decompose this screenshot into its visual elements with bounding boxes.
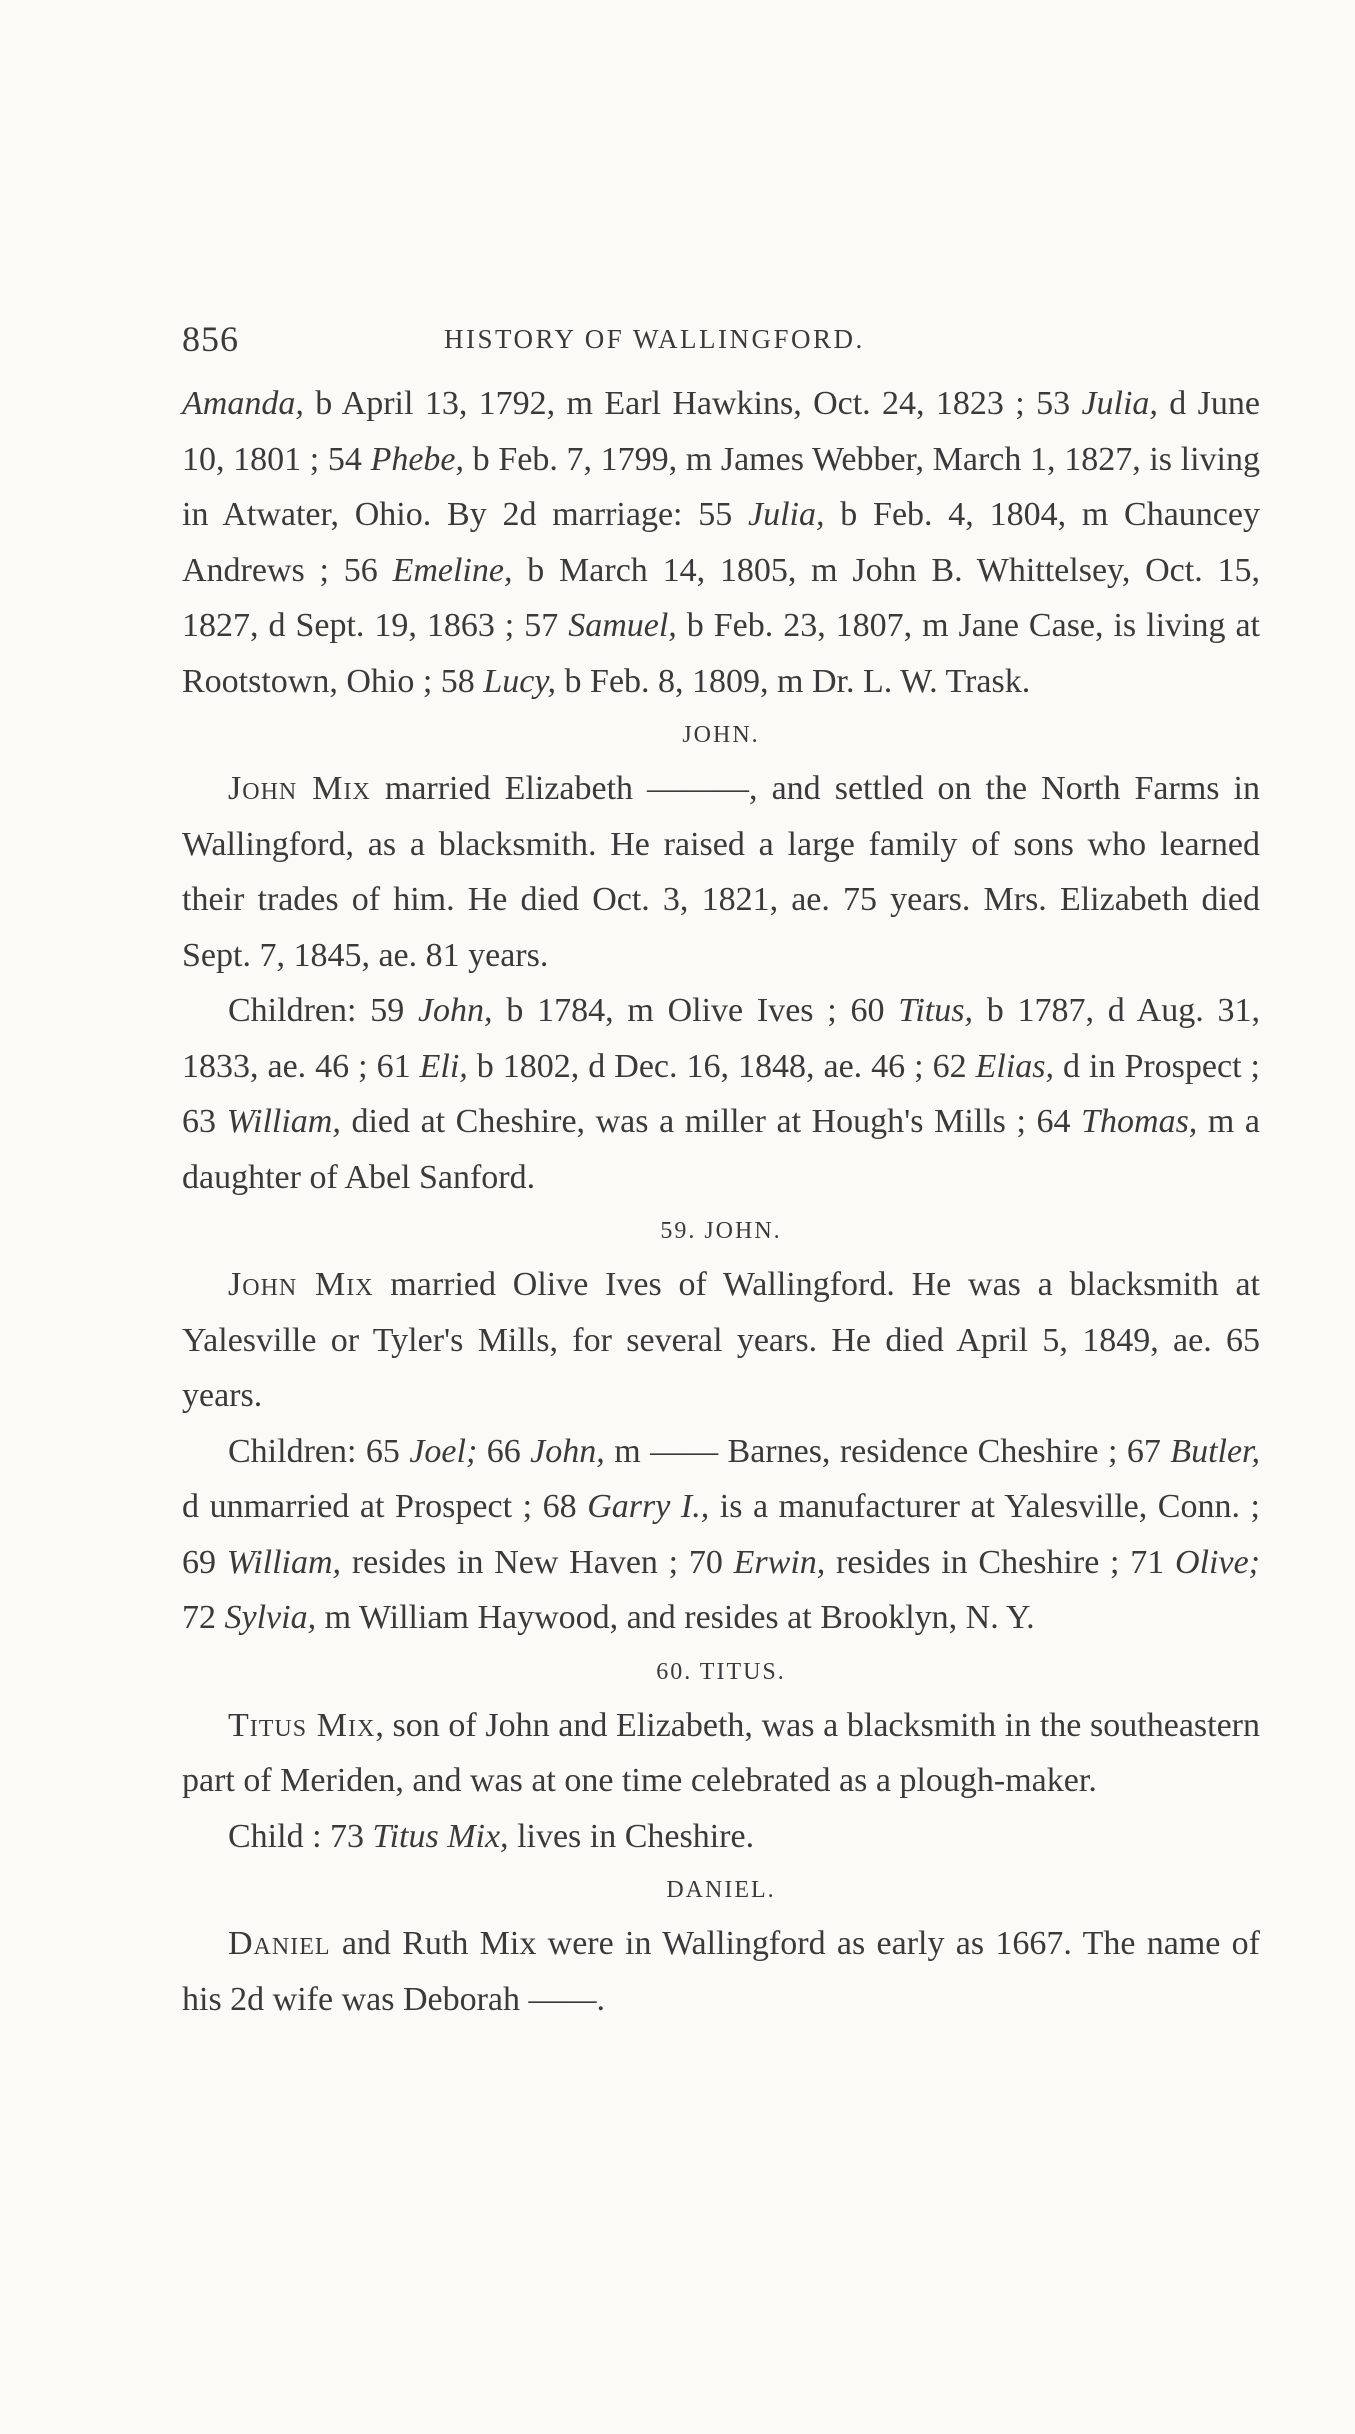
children-paragraph: Child : 73 Titus Mix, lives in Cheshire. <box>228 1817 755 1855</box>
running-head: HISTORY OF WALLINGFORD. <box>444 324 865 354</box>
section-heading-60-titus: 60. TITUS. <box>656 1658 786 1685</box>
child-name: Eli, <box>419 1047 468 1085</box>
lead-name: Titus Mix <box>228 1706 376 1744</box>
child-name: Joel; <box>409 1432 478 1470</box>
child-name: William, <box>226 1543 342 1581</box>
page-body <box>182 376 1260 2027</box>
children-paragraph: Children: 65 Joel; 66 John, m —— Barnes, residence Cheshire ; 67 Butler, d unmarried at Prospect ; 68 Garry I., is a manufacturer at Yalesville, Conn. ; 69 William, resides in New Haven ; 70 Erwin, resides in Cheshire ; 71 Olive; 72 Sylvia, m William Haywood, and resides at Brooklyn, N. Y. <box>182 1432 1261 1636</box>
child-name: John, <box>530 1432 605 1470</box>
paragraph: John Mix married Elizabeth ———, and settled on the North Farms in Wallingford, as a blacksmith. He raised a large family of sons who learned their trades of him. He died Oct. 3, 1821, ae. 75 years. Mrs. Elizabeth died Sept. 7, 1845, ae. 81 years. <box>182 770 1260 974</box>
child-name: Emeline, <box>392 551 513 589</box>
child-name: Elias, <box>975 1047 1055 1085</box>
child-name: Julia, <box>748 496 825 533</box>
child-name: Garry I., <box>587 1488 710 1525</box>
paragraph: Daniel and Ruth Mix were in Wallingford as early as 1667. The name of his 2d wife was Deborah ——. <box>182 1925 1260 2018</box>
child-name: Titus, <box>898 992 973 1029</box>
child-name: Phebe, <box>370 440 465 478</box>
child-name: Julia, <box>1081 385 1158 422</box>
section-heading-59-john: 59. JOHN. <box>660 1218 782 1244</box>
section-heading-john: JOHN. <box>682 722 760 748</box>
child-name: Lucy, <box>483 662 557 700</box>
child-name: Butler, <box>1170 1432 1261 1470</box>
child-name: John, <box>417 992 493 1029</box>
page-header <box>182 318 1272 366</box>
paragraph: Titus Mix, son of John and Elizabeth, was a blacksmith in the southeastern part of Meriden, and was at one time celebrated as a plough-maker. <box>182 1706 1261 1799</box>
child-name: Amanda, <box>182 385 304 422</box>
children-paragraph: Children: 59 John, b 1784, m Olive Ives ; 60 Titus, b 1787, d Aug. 31, 1833, ae. 46 ; 61 Eli, b 1802, d Dec. 16, 1848, ae. 46 ; 62 Elias, d in Prospect ; 63 William, died at Cheshire, was a miller at Hough's Mills ; 64 Thomas, m a daughter of Abel Sanford. <box>182 992 1261 1196</box>
child-name: Samuel, <box>568 607 677 644</box>
child-name: Erwin, <box>733 1543 826 1581</box>
lead-name: Daniel <box>228 1925 331 1962</box>
paragraph: John Mix married Olive Ives of Wallingford. He was a blacksmith at Yalesville or Tyler's Mills, for several years. He died April 5, 1849, ae. 65 years. <box>182 1266 1260 1414</box>
lead-name: John Mix <box>228 770 371 807</box>
child-name: William, <box>226 1103 341 1140</box>
child-name: Olive; <box>1175 1543 1260 1581</box>
page-number: 856 <box>182 319 239 359</box>
continued-paragraph: Amanda, b April 13, 1792, m Earl Hawkins, Oct. 24, 1823 ; 53 Julia, d June 10, 1801 ; 54 Phebe, b Feb. 7, 1799, m James Webber, March 1, 1827, is living in Atwater, Ohio. By 2d marriage: 55 Julia, b Feb. 4, 1804, m Chauncey Andrews ; 56 Emeline, b March 14, 1805, m John B. Whittelsey, Oct. 15, 1827, d Sept. 19, 1863 ; 57 Samuel, b Feb. 23, 1807, m Jane Case, is living at Rootstown, Ohio ; 58 Lucy, b Feb. 8, 1809, m Dr. L. W. Trask. <box>182 385 1261 700</box>
lead-name: John Mix <box>228 1266 374 1303</box>
section-heading-daniel: DANIEL. <box>666 1877 776 1903</box>
child-name: Sylvia, <box>224 1599 317 1636</box>
child-name: Thomas, <box>1081 1103 1198 1140</box>
child-name: Titus Mix, <box>372 1817 509 1855</box>
